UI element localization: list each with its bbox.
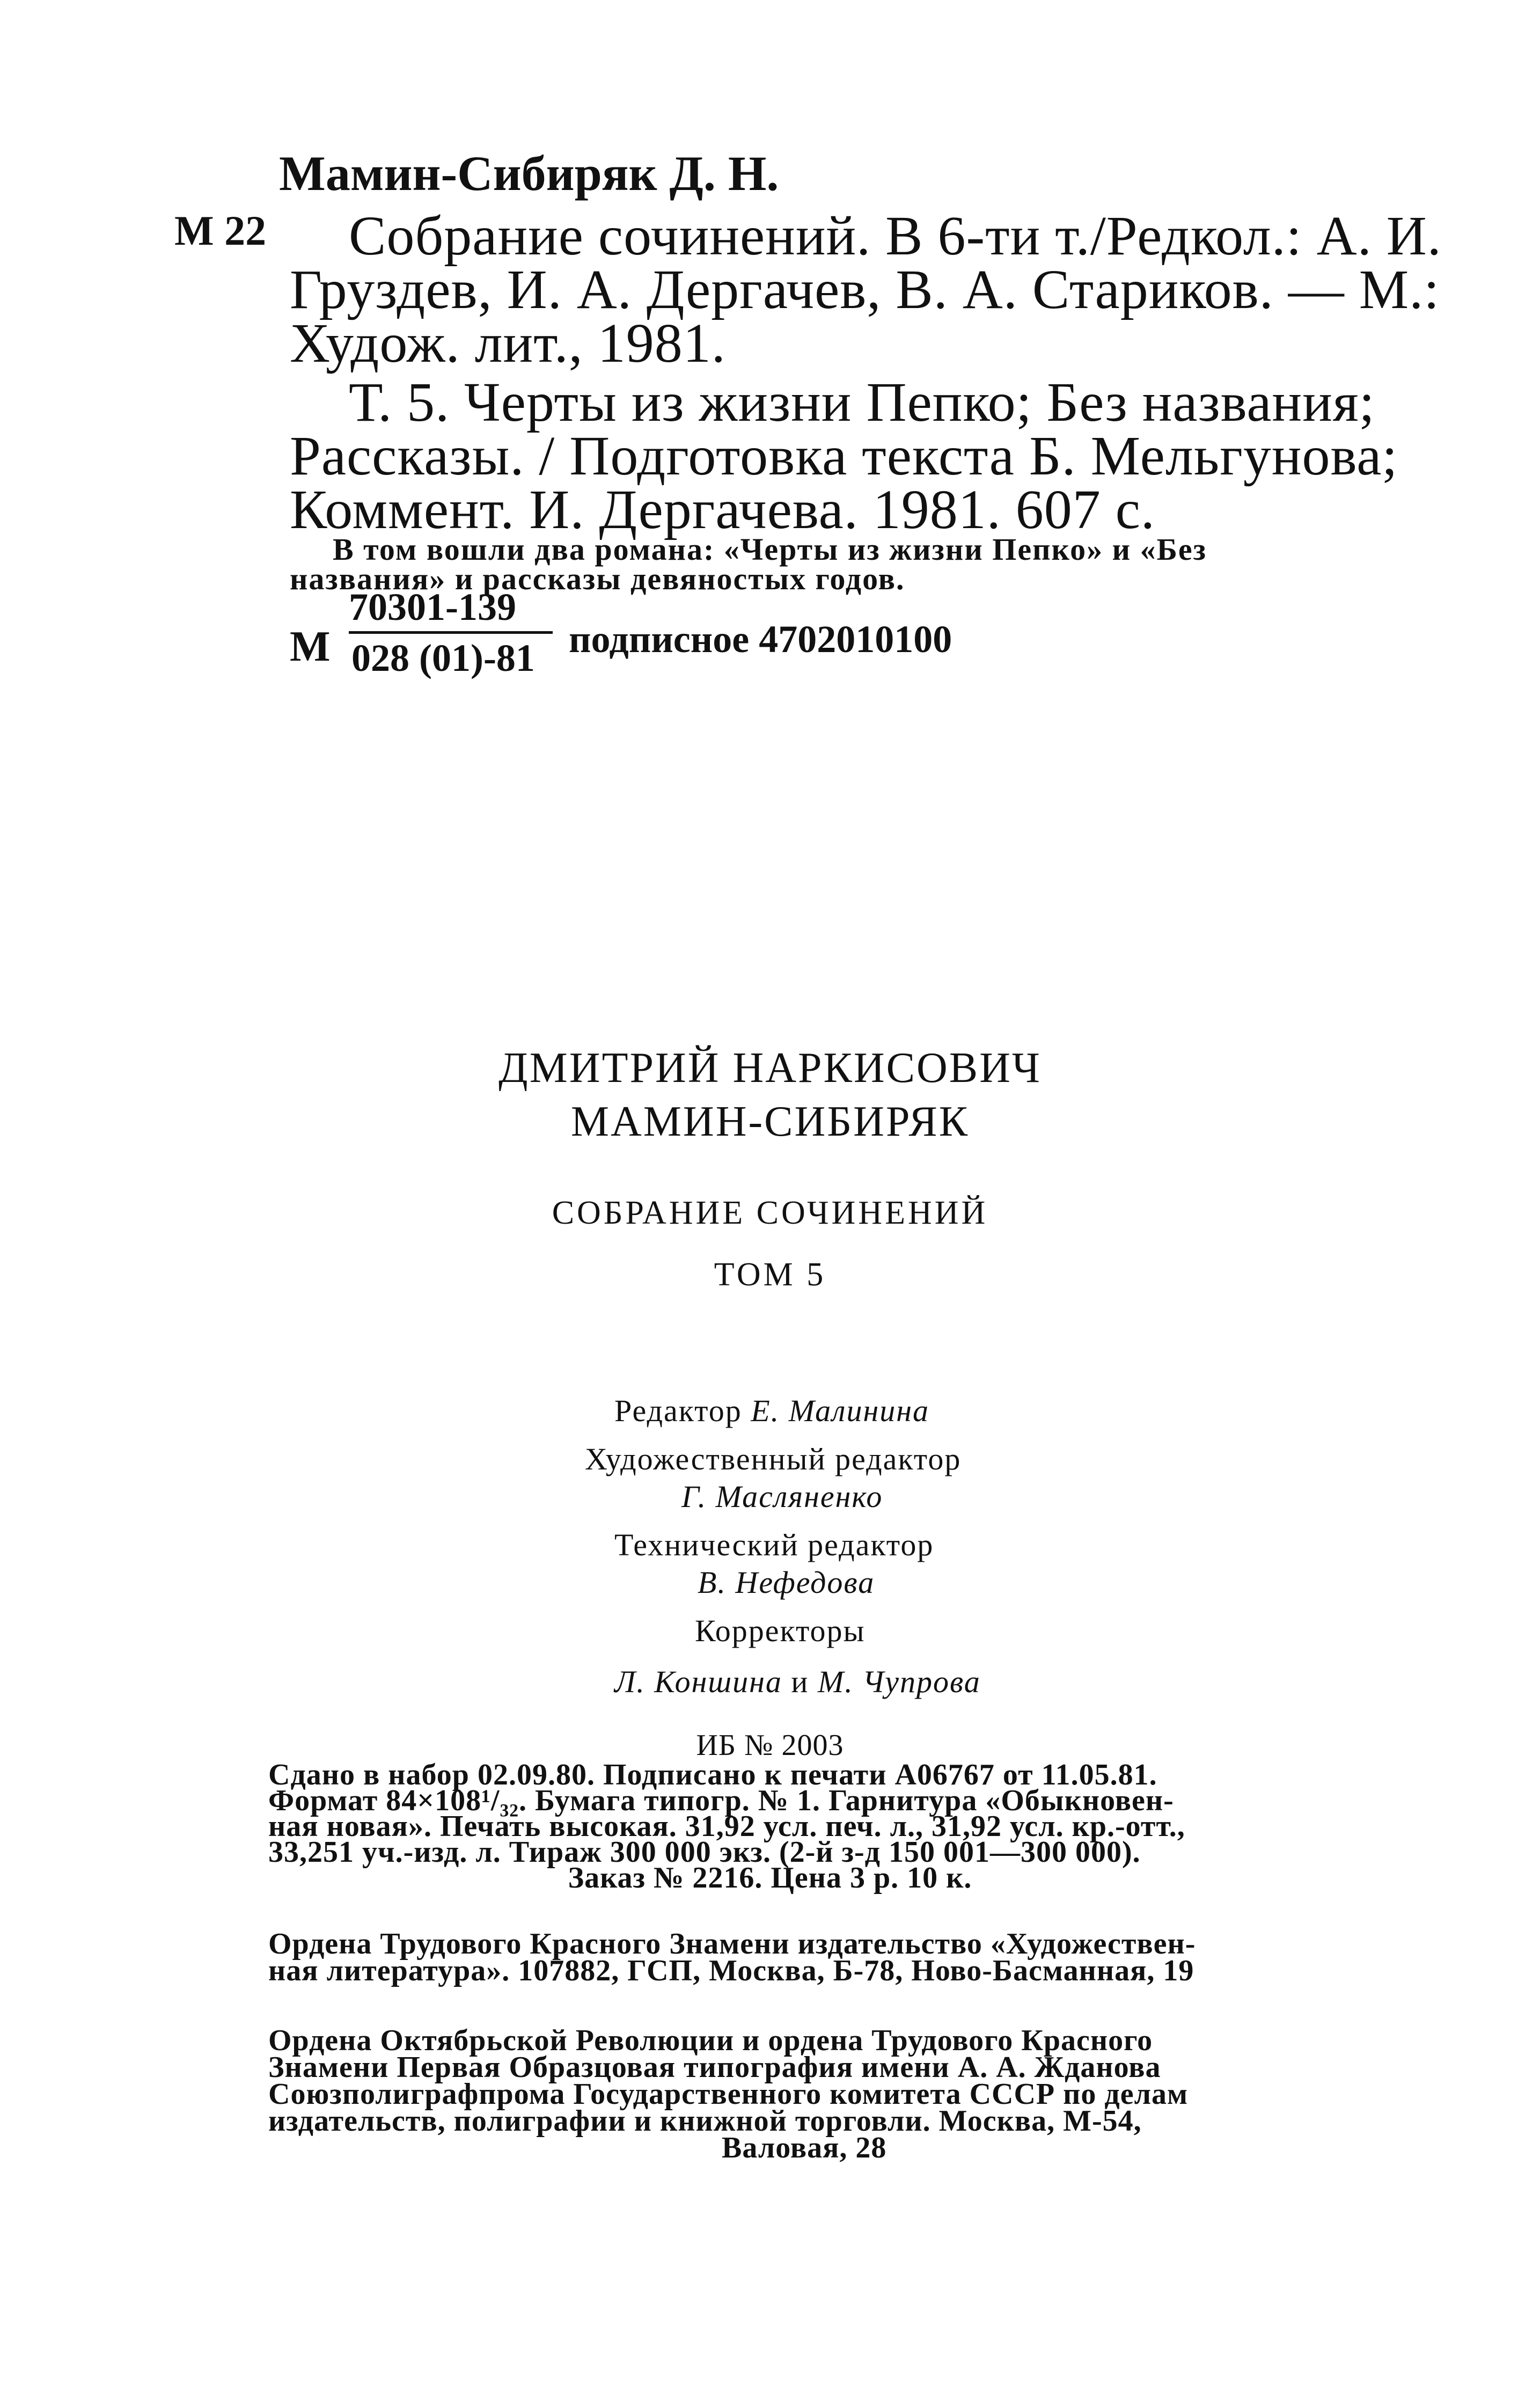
volume-line-1: Т. 5. Черты из жизни Пепко; Без названия; <box>349 371 1375 433</box>
bib-line-2: Груздев, И. А. Дергачев, В. А. Стариков. — М.: <box>290 259 1440 320</box>
proofreaders-label: Корректоры <box>695 1613 866 1648</box>
author-full-name-line-1: ДМИТРИЙ НАРКИСОВИЧ <box>498 1044 1042 1092</box>
printer-line-4: издательств, полиграфии и книжной торговли. Москва, М-54, <box>268 2104 1142 2138</box>
index-fraction-bar <box>349 631 553 634</box>
imprint-line-3: ная новая». Печать высокая. 31,92 усл. печ. л., 31,92 усл. кр.-отт., <box>268 1810 1185 1843</box>
volume-number: ТОМ 5 <box>714 1256 826 1293</box>
classification-code: М 22 <box>174 207 267 254</box>
tech-editor-name: В. Нефедова <box>698 1565 875 1600</box>
editor-name: Е. Малинина <box>751 1393 929 1428</box>
index-denominator: 028 (01)-81 <box>351 637 535 679</box>
abstract-line-2: названия» и рассказы девяностых годов. <box>290 561 905 596</box>
ib-number: ИБ № 2003 <box>696 1729 844 1762</box>
imprint-line-5: Заказ № 2216. Цена 3 р. 10 к. <box>568 1861 972 1895</box>
printer-line-5: Валовая, 28 <box>722 2131 887 2164</box>
publisher-line-2: ная литература». 107882, ГСП, Москва, Б-78, Ново-Басманная, 19 <box>268 1954 1194 1987</box>
imprint-line-1: Сдано в набор 02.09.80. Подписано к печати А06767 от 11.05.81. <box>268 1758 1157 1791</box>
tech-editor-label: Технический редактор <box>614 1527 934 1562</box>
index-numerator: 70301-139 <box>349 586 516 628</box>
author-heading: Мамин-Сибиряк Д. Н. <box>279 146 779 201</box>
art-editor-name: Г. Масляненко <box>681 1479 883 1514</box>
imprint-line-4: 33,251 уч.-изд. л. Тираж 300 000 экз. (2-й з-д 150 001—300 000). <box>268 1835 1141 1869</box>
subscription-number: подписное 4702010100 <box>569 618 952 661</box>
bib-line-3: Худож. лит., 1981. <box>290 312 726 374</box>
publisher-line-1: Ордена Трудового Красного Знамени издательство «Художествен- <box>268 1927 1196 1961</box>
printer-line-2: Знамени Первая Образцовая типография имени А. А. Жданова <box>268 2051 1161 2084</box>
proofreaders-conjunction: и <box>791 1664 809 1699</box>
proofreader-2: М. Чупрова <box>817 1664 981 1699</box>
collection-title: СОБРАНИЕ СОЧИНЕНИЙ <box>552 1195 988 1231</box>
proofreader-1: Л. Коншина <box>614 1664 782 1699</box>
editor-credit <box>614 1393 929 1429</box>
volume-line-3: Коммент. И. Дергачева. 1981. 607 с. <box>290 479 1155 540</box>
imprint-line-2: Формат 84×108¹/₃₂. Бумага типогр. № 1. Гарнитура «Обыкновен- <box>268 1784 1174 1817</box>
abstract-line-1: В том вошли два романа: «Черты из жизни Пепко» и «Без <box>333 532 1207 567</box>
bib-line-1: Собрание сочинений. В 6-ти т./Редкол.: А. И. <box>349 205 1442 267</box>
volume-line-2: Рассказы. / Подготовка текста Б. Мельгунова; <box>290 425 1398 487</box>
editor-label: Редактор <box>614 1393 742 1428</box>
art-editor-label: Художественный редактор <box>585 1442 962 1476</box>
printer-line-3: Союзполиграфпрома Государственного комитета СССР по делам <box>268 2078 1189 2111</box>
printer-line-1: Ордена Октябрьской Революции и ордена Трудового Красного <box>268 2024 1153 2057</box>
index-prefix: М <box>290 623 331 670</box>
author-full-name-line-2: МАМИН-СИБИРЯК <box>570 1098 970 1145</box>
proofreaders-names <box>614 1664 981 1700</box>
